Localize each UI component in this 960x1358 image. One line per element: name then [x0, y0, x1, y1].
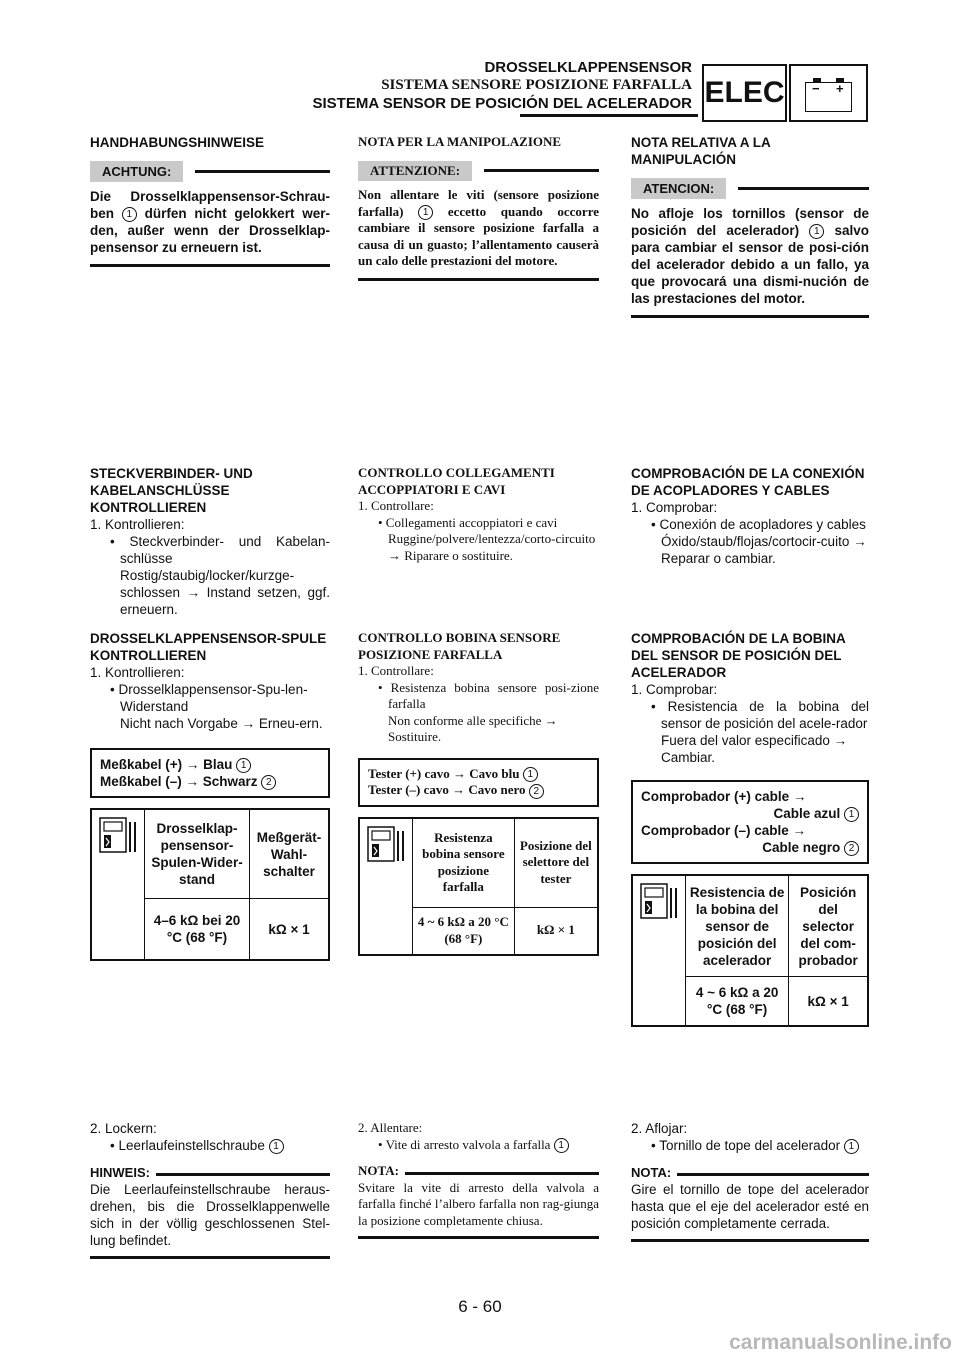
it-table-header-selector: Posizione del selettore del tester	[514, 818, 598, 908]
de-coil-bullet: • Drosselklappensensor-Spu-len-Widerstand	[110, 682, 308, 714]
es-coil-check	[631, 630, 869, 1027]
it-note-head	[358, 1163, 599, 1180]
de-handling-title: HANDHABUNGSHINWEISE	[90, 135, 265, 150]
de-loosen-bullet: • Leerlaufeinstellschraube 1	[90, 1137, 330, 1154]
de-probe-box: Meßkabel (+) → Blau 1 Meßkabel (–) → Schwarz 2	[90, 748, 330, 798]
it-loosen-step: 2. Allentare:	[358, 1120, 423, 1135]
de-table-header-selector: Meßgerät-Wahl-schalter	[250, 809, 329, 899]
header-rule	[520, 114, 698, 117]
es-caution-head	[631, 178, 869, 199]
it-table-value-selector: kΩ × 1	[514, 907, 598, 955]
marker-1: 1	[554, 1138, 569, 1153]
header-title-es: SISTEMA SENSOR DE POSICIÓN DEL ACELERADOR	[312, 95, 692, 112]
marker-2: 2	[261, 775, 276, 790]
de-caution-body: Die Drosselklappensensor-Schrau-ben 1 dürfen nicht gelokkert wer-den, außer wenn der Drosselklap-pensensor zu erneuern ist.	[90, 188, 330, 267]
es-probe-box: Comprobador (+) cable → Cable azul 1 Comprobador (–) cable → Cable negro 2	[631, 780, 869, 864]
it-coupler-check	[358, 465, 599, 564]
header-title-de: DROSSELKLAPPENSENSOR	[484, 59, 692, 76]
de-caution-label: ACHTUNG:	[90, 161, 183, 182]
es-coil-step: 1. Comprobar:	[631, 682, 718, 697]
marker-2: 2	[529, 784, 544, 799]
it-probe-box: Tester (+) cavo → Cavo blu 1 Tester (–) cavo → Cavo nero 2	[358, 758, 599, 807]
es-spec-table	[631, 874, 869, 1027]
multimeter-icon	[632, 875, 686, 1026]
de-table-header-resistance: Drosselklap-pensensor-Spulen-Wider-stand	[145, 809, 250, 899]
it-handling	[358, 134, 599, 281]
it-handling-title: NOTA PER LA MANIPOLAZIONE	[358, 134, 562, 149]
es-coupler-step: 1. Comprobar:	[631, 500, 718, 515]
marker-1: 1	[269, 1139, 284, 1154]
es-note-label: NOTA:	[631, 1165, 672, 1180]
it-table-value-resistance: 4 ~ 6 kΩ a 20 °C (68 °F)	[413, 907, 515, 955]
de-coupler-check	[90, 465, 330, 618]
marker-1: 1	[844, 807, 859, 822]
it-coil-title: CONTROLLO BOBINA SENSORE POSIZIONE FARFALLA	[358, 630, 561, 662]
de-coupler-step: 1. Kontrollieren:	[90, 517, 185, 532]
de-coupler-bullet: • Steckverbinder- und Kabelan-schlüsse	[110, 534, 330, 566]
de-note-body: Die Leerlaufeinstellschraube heraus-drehen, bis die Drosselklappenwelle sich in der völlig geschlossenen Stel-lung befindet.	[90, 1181, 330, 1259]
marker-1: 1	[844, 1139, 859, 1154]
it-caution-head	[358, 161, 599, 182]
de-note-head	[90, 1164, 330, 1181]
de-spec-table	[90, 808, 330, 961]
es-table-value-selector: kΩ × 1	[789, 977, 868, 1027]
marker-1: 1	[122, 207, 137, 222]
marker-1: 1	[523, 767, 538, 782]
de-caution-head	[90, 161, 330, 182]
it-loosen	[358, 1120, 599, 1239]
es-coupler-check	[631, 465, 869, 567]
es-note-body: Gire el tornillo de tope del acelerador hasta que el eje del acelerador esté en posición completamente cerrada.	[631, 1181, 869, 1242]
es-table-header-selector: Posición del selector del com-probador	[789, 875, 868, 977]
es-handling-title: NOTA RELATIVA A LA MANIPULACIÓN	[631, 135, 771, 167]
marker-1: 1	[418, 205, 433, 220]
it-coupler-step: 1. Controllare:	[358, 498, 434, 513]
de-coupler-detail: Rostig/staubig/locker/kurzge-schlossen → Instand setzen, ggf. erneuern.	[120, 568, 330, 617]
it-note-label: NOTA:	[358, 1163, 399, 1179]
es-coupler-detail: Óxido/staub/flojas/cortocir-cuito → Reparar o cambiar.	[661, 534, 867, 566]
es-handling	[631, 134, 869, 318]
es-table-header-resistance: Resistencia de la bobina del sensor de posición del acelerador	[686, 875, 789, 977]
battery-plus-sign: +	[836, 81, 844, 96]
es-coupler-bullet: • Conexión de acopladores y cables	[651, 517, 866, 532]
es-loosen	[631, 1120, 869, 1242]
de-table-value-selector: kΩ × 1	[250, 899, 329, 961]
watermark: carmanualsonline.info	[729, 1331, 952, 1354]
section-badge: ELEC	[702, 64, 787, 122]
page-number: 6 - 60	[458, 1297, 502, 1316]
es-caution-label: ATENCION:	[631, 178, 726, 199]
es-loosen-step: 2. Aflojar:	[631, 1121, 688, 1136]
it-loosen-bullet: • Vite di arresto valvola a farfalla 1	[358, 1137, 599, 1154]
es-table-value-resistance: 4 ~ 6 kΩ a 20 °C (68 °F)	[686, 977, 789, 1027]
battery-minus-sign: −	[812, 81, 820, 96]
it-coupler-detail: Ruggine/polvere/lentezza/corto-circuito → Riparare o sostituire.	[388, 531, 596, 563]
de-note-label: HINWEIS:	[90, 1165, 150, 1180]
es-loosen-bullet: • Tornillo de tope del acelerador 1	[631, 1137, 869, 1154]
es-coil-title: COMPROBACIÓN DE LA BOBINA DEL SENSOR DE POSICIÓN DEL ACELERADOR	[631, 631, 846, 680]
it-note-body: Svitare la vite di arresto della valvola a farfalla finché l’albero farfalla non rag-giunga la posizione completamente chiusa.	[358, 1180, 599, 1240]
marker-2: 2	[844, 841, 859, 856]
it-coupler-title: CONTROLLO COLLEGAMENTI ACCOPPIATORI E CAVI	[358, 465, 555, 497]
it-coupler-bullet: • Collegamenti accoppiatori e cavi	[378, 514, 558, 530]
de-coil-check	[90, 630, 330, 961]
de-coupler-title: STECKVERBINDER- UND KABELANSCHLÜSSE KONTROLLIEREN	[90, 466, 253, 515]
de-coil-detail: Nicht nach Vorgabe → Erneu-ern.	[120, 716, 323, 731]
multimeter-icon	[359, 818, 413, 955]
it-caution-label: ATTENZIONE:	[358, 161, 472, 182]
it-coil-step: 1. Controllare:	[358, 663, 434, 678]
es-note-head	[631, 1164, 869, 1181]
it-coil-detail: Non conforme alle specifiche → Sostituire.	[388, 712, 558, 744]
de-table-value-resistance: 4–6 kΩ bei 20 °C (68 °F)	[145, 899, 250, 961]
it-table-header-resistance: Resistenza bobina sensore posizione farfalla	[413, 818, 515, 908]
de-coil-title: DROSSELKLAPPENSENSOR-SPULE KONTROLLIEREN	[90, 631, 327, 663]
it-spec-table	[358, 817, 599, 956]
it-caution-body: Non allentare le viti (sensore posizione farfalla) 1 eccetto quando occorre cambiare il sensore posizione farfalla a causa di un guasto; l’allentamento causerà un calo delle prestazioni del motore.	[358, 187, 599, 281]
marker-1: 1	[236, 758, 251, 773]
es-coil-bullet: • Resistencia de la bobina del sensor de posición del acele-rador	[651, 699, 869, 731]
it-coil-bullet: • Resistenza bobina sensore posi-zione farfalla	[378, 679, 599, 711]
header-title-it: SISTEMA SENSORE POSIZIONE FARFALLA	[381, 77, 692, 93]
es-caution-body: No afloje los tornillos (sensor de posición del acelerador) 1 salvo para cambiar el sensor de posi-ción del acelerador debido a un fallo, ya que provocará una dismi-nución de las prestaciones del motor.	[631, 205, 869, 318]
de-loosen	[90, 1120, 330, 1259]
it-coil-check	[358, 630, 599, 956]
marker-1: 1	[809, 224, 824, 239]
de-loosen-step: 2. Lockern:	[90, 1121, 157, 1136]
battery-icon	[789, 64, 868, 122]
es-coupler-title: COMPROBACIÓN DE LA CONEXIÓN DE ACOPLADORES Y CABLES	[631, 466, 865, 498]
multimeter-icon	[91, 809, 145, 960]
battery-body	[805, 82, 852, 112]
es-coil-detail: Fuera del valor especificado → Cambiar.	[661, 733, 848, 765]
de-coil-step: 1. Kontrollieren:	[90, 665, 185, 680]
de-handling	[90, 134, 330, 267]
